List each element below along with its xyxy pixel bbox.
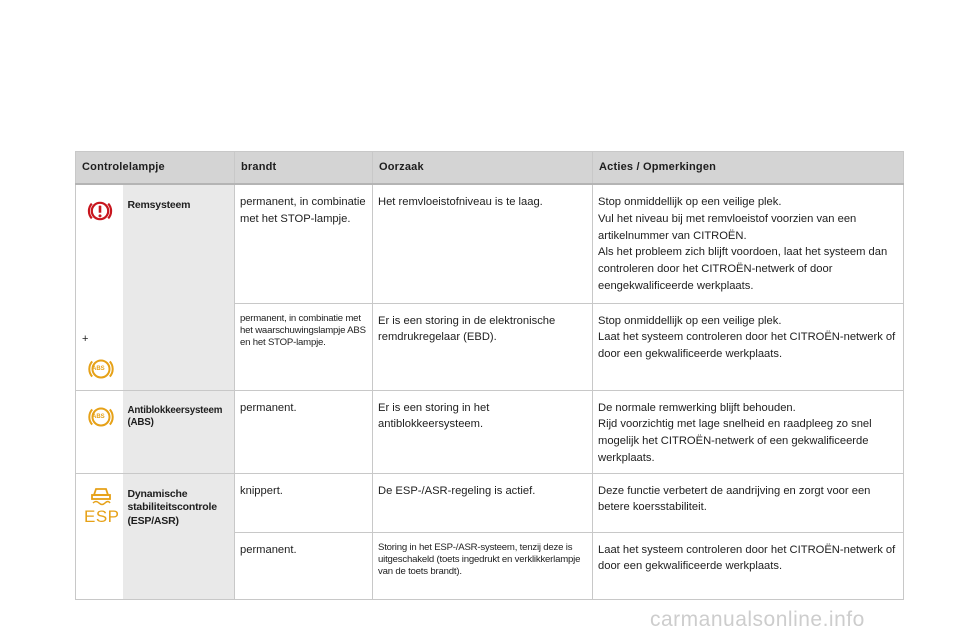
action-line: Laat het systeem controleren door het CITROËN-netwerk of door een gekwalificeerde werkplaats.: [598, 543, 896, 573]
header-lit: brandt: [235, 152, 373, 185]
warning-lamp-table: [75, 151, 904, 600]
state-cell: permanent.: [235, 390, 373, 473]
system-name-abs: Antiblokkeersysteem (ABS): [123, 390, 235, 473]
action-line: Deze functie verbetert de aandrijving en zorgt voor een betere koersstabiliteit.: [598, 484, 871, 514]
table-row: [76, 184, 904, 303]
header-warning-lamp: Controlelampje: [76, 152, 235, 185]
esp-icon-text: ESP: [84, 506, 120, 526]
cause-cell: Er is een storing in het antiblokkeersysteem.: [373, 390, 593, 473]
cause-cell: De ESP-/ASR-regeling is actief.: [373, 473, 593, 532]
action-line: Stop onmiddellijk op een veilige plek.: [598, 196, 782, 208]
esp-icon-cell: [76, 473, 123, 599]
action-line: De normale remwerking blijft behouden.: [598, 401, 796, 414]
cause-cell: Storing in het ESP-/ASR-systeem, tenzij deze is uitgeschakeld (toets ingedrukt en verklikkerlampje van de toets brandt).: [373, 532, 593, 599]
abs-icon-letters: ABS: [92, 413, 105, 420]
action-line: Vul het niveau bij met remvloeistof voorzien van een artikelnummer van CITROËN.: [598, 212, 857, 242]
action-cell: [593, 390, 904, 473]
watermark: carmanualsonline.info: [650, 608, 865, 631]
brake-warning-icon: [86, 197, 114, 225]
header-cause: Oorzaak: [373, 152, 593, 185]
action-cell: [593, 303, 904, 390]
action-cell: [593, 532, 904, 599]
action-line: Rijd voorzichtig met lage snelheid en raadpleeg zo snel mogelijk het CITROËN-netwerk of een gekwalificeerde werkplaats.: [598, 418, 872, 464]
action-cell: [593, 473, 904, 532]
table-row: [76, 390, 904, 473]
action-line: Laat het systeem controleren door het CITROËN-netwerk of door een gekwalificeerde werkplaats.: [598, 331, 896, 361]
header-actions: Acties / Opmerkingen: [593, 152, 904, 185]
table-header-row: [76, 152, 904, 185]
plus-sign: +: [82, 333, 89, 345]
cause-cell: Er is een storing in de elektronische remdrukregelaar (EBD).: [373, 303, 593, 390]
esp-skid-icon: [86, 484, 116, 506]
state-cell: knippert.: [235, 473, 373, 532]
cause-cell: Het remvloeistofniveau is te laag.: [373, 184, 593, 303]
system-name-brake: Remsysteem: [123, 184, 235, 390]
action-line: Als het probleem zich blijft voordoen, laat het systeem dan controleren door het CITROËN-netwerk of door eengekwalificeerde werkplaats.: [598, 246, 888, 292]
table-row: [76, 473, 904, 532]
abs-icon-letters: ABS: [92, 366, 105, 372]
brake-icon-cell: [76, 184, 123, 390]
action-line: Stop onmiddellijk op een veilige plek.: [598, 314, 782, 327]
system-name-esp: Dynamische stabiliteitscontrole (ESP/ASR): [123, 473, 235, 599]
abs-icon-cell: [76, 390, 123, 473]
state-cell: permanent, in combinatie met het waarschuwingslampje ABS en het STOP-lampje.: [235, 303, 373, 390]
state-cell: permanent.: [235, 532, 373, 599]
action-cell: [593, 184, 904, 303]
state-cell: permanent, in combinatie met het STOP-lampje.: [235, 184, 373, 303]
